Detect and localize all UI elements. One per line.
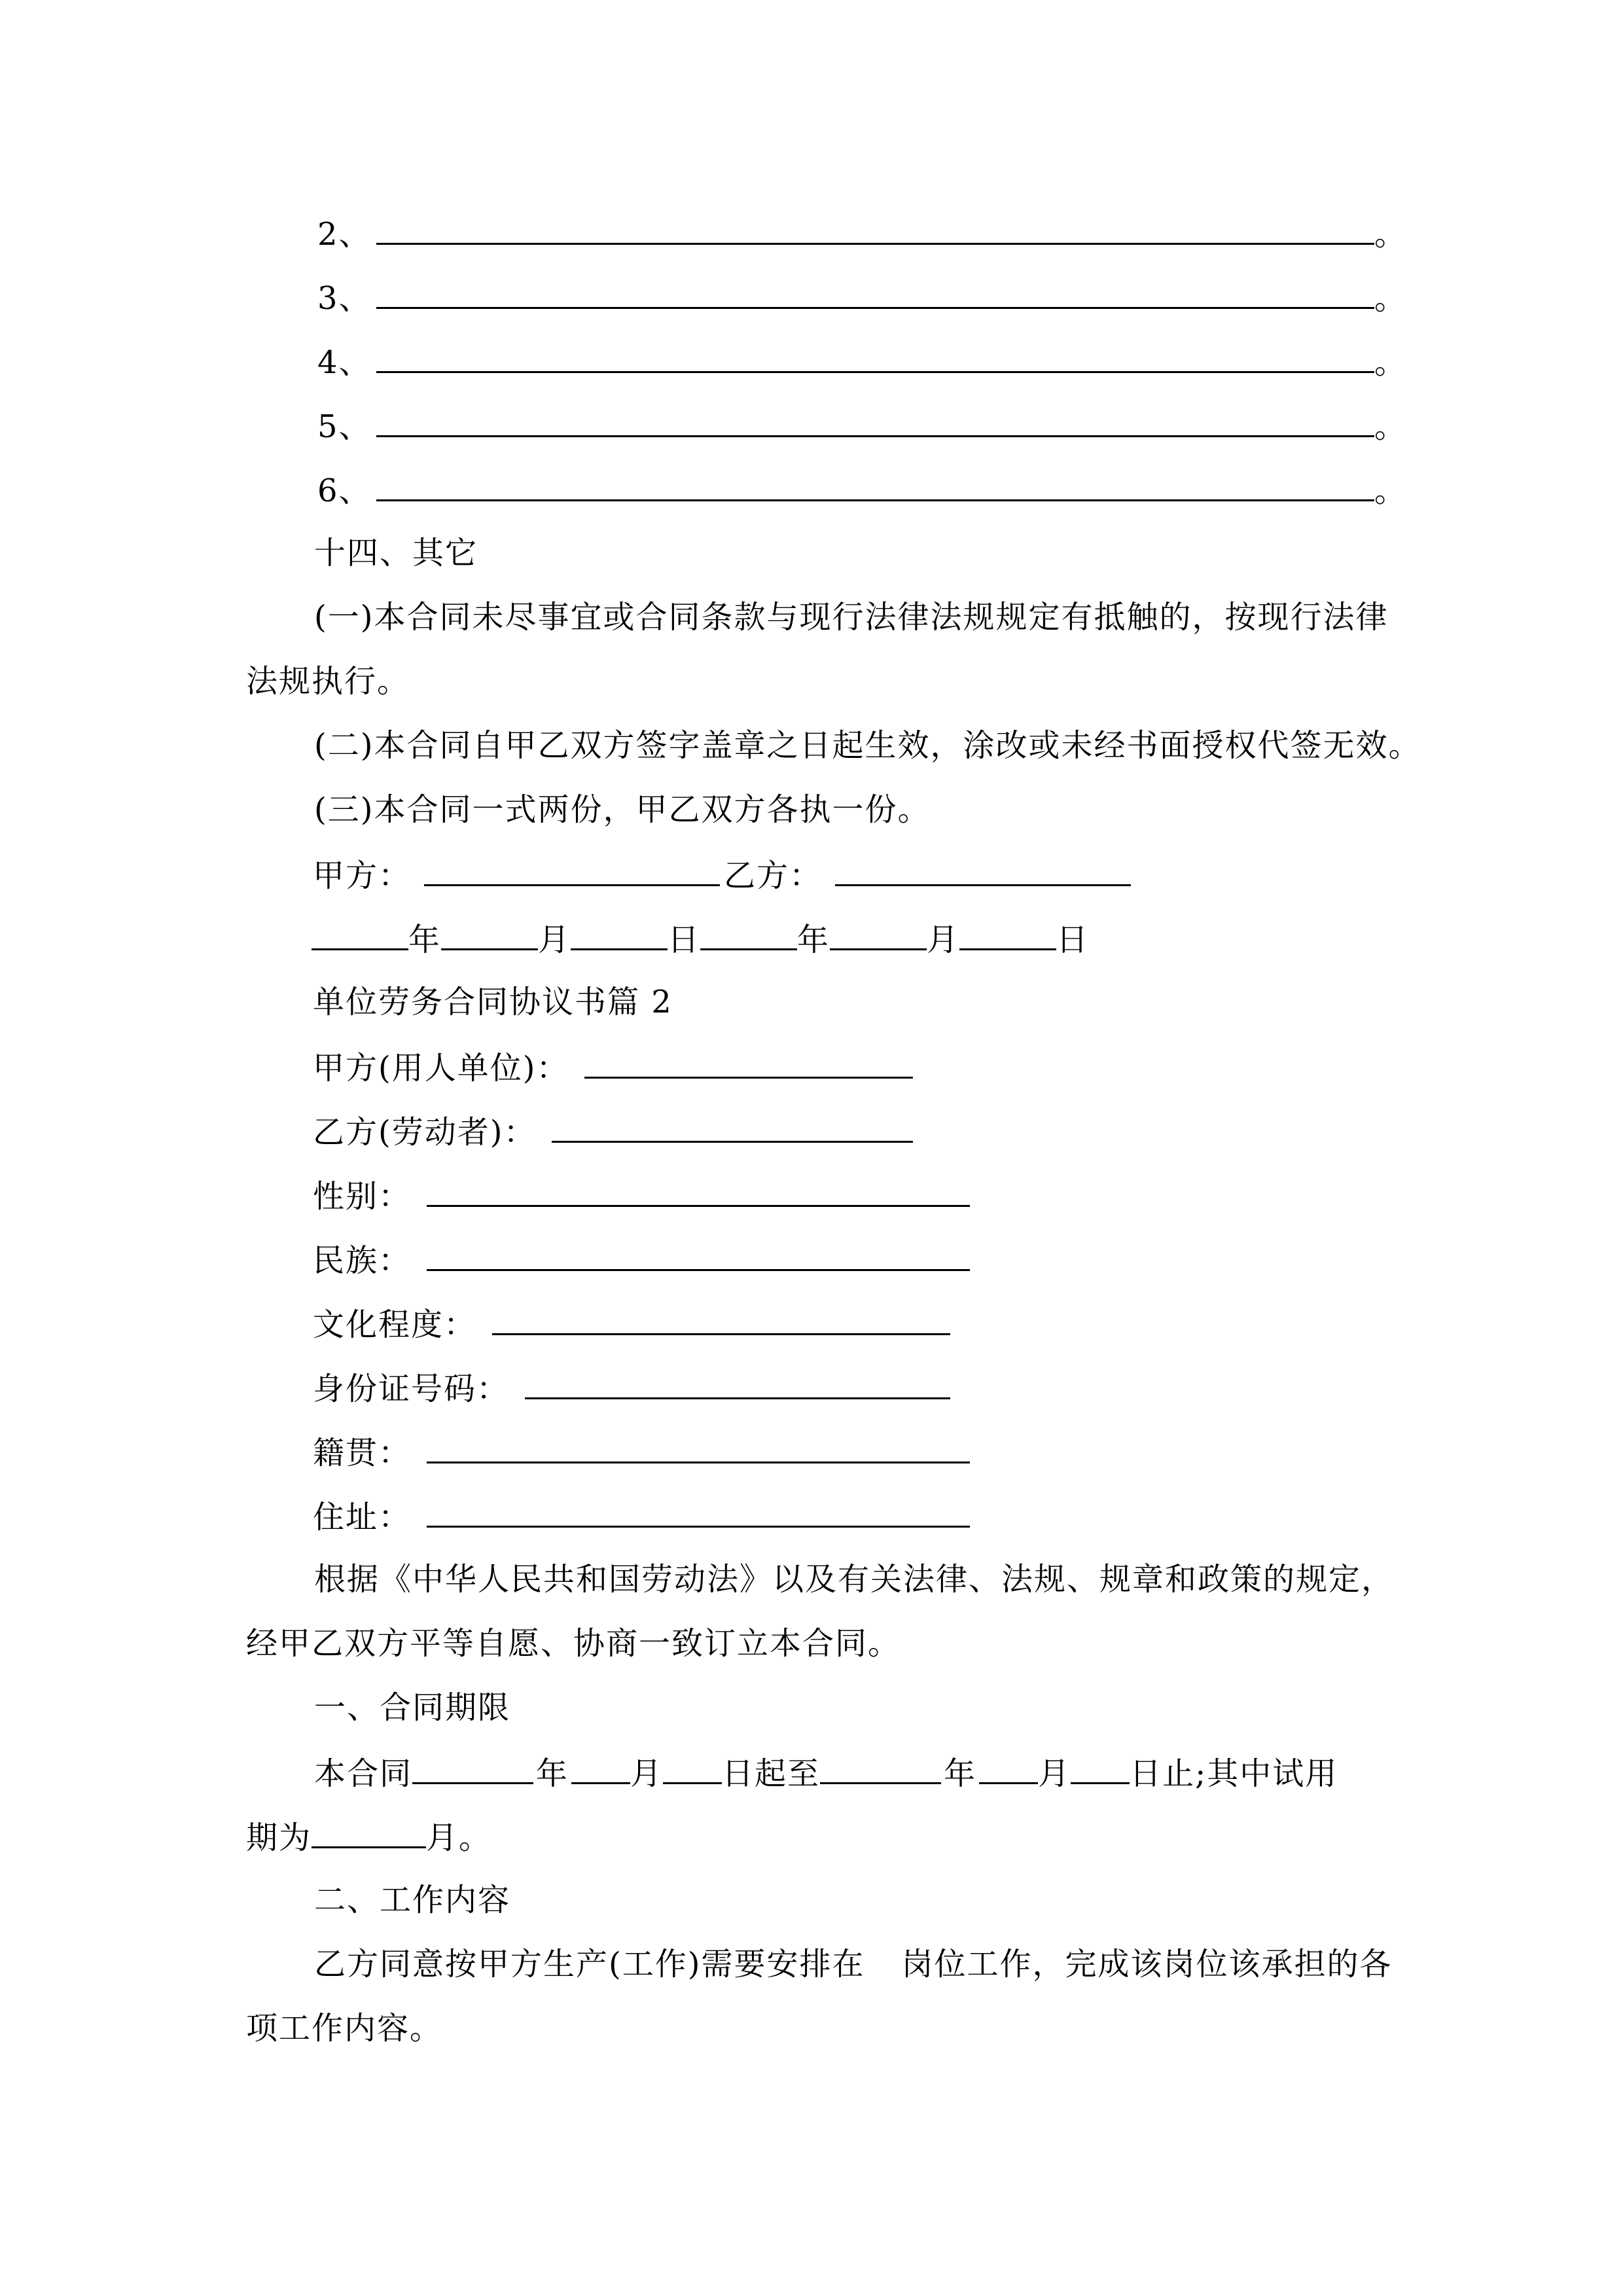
form-field-row — [313, 1496, 970, 1535]
numbered-blank-row — [317, 341, 1407, 380]
date-unit: 日 — [1056, 922, 1090, 958]
start-day-field[interactable] — [663, 1752, 722, 1784]
term-text: 本合同 — [314, 1755, 413, 1792]
start-year-field[interactable] — [412, 1752, 533, 1784]
field-label: 民族： — [313, 1242, 412, 1279]
item-number: 6、 — [317, 473, 372, 509]
form-field-row — [313, 1175, 970, 1214]
preamble-text: 根据《中华人民共和国劳动法》以及有关法律、法规、规章和政策的规定， — [314, 1561, 1395, 1598]
period: 。 — [1374, 344, 1408, 381]
blank-field[interactable] — [376, 341, 1374, 373]
field-label: 住址： — [313, 1499, 412, 1535]
native-place-field[interactable] — [427, 1431, 970, 1463]
field-label: 身份证号码： — [313, 1371, 510, 1407]
blank-field[interactable] — [376, 405, 1374, 437]
item-number: 4、 — [317, 344, 372, 381]
term-row — [246, 1816, 491, 1856]
date-unit: 月 — [927, 922, 960, 958]
field-label: 乙方(劳动者)： — [313, 1114, 537, 1151]
blank-field[interactable] — [376, 277, 1374, 309]
day-field[interactable] — [571, 918, 668, 950]
term-row — [314, 1752, 1338, 1791]
year-field[interactable] — [700, 918, 797, 950]
month-field[interactable] — [830, 918, 927, 950]
signature-row — [313, 854, 1131, 893]
end-year-field[interactable] — [820, 1752, 941, 1784]
work-content-row — [314, 1945, 1392, 1984]
term-text: 日止;其中试用 — [1130, 1755, 1338, 1792]
numbered-blank-row — [317, 277, 1407, 316]
employer-field[interactable] — [584, 1047, 913, 1079]
gender-field[interactable] — [427, 1175, 970, 1207]
probation-months-field[interactable] — [312, 1816, 426, 1848]
clause-text: 法规执行。 — [246, 663, 410, 700]
party-b-label: 乙方： — [724, 857, 823, 894]
party-a-label: 甲方： — [313, 857, 412, 894]
period: 。 — [1374, 473, 1408, 509]
period: 。 — [1374, 408, 1408, 445]
section-heading: 二、工作内容 — [314, 1882, 511, 1918]
item-number: 5、 — [317, 408, 372, 445]
period: 。 — [1374, 216, 1408, 253]
section-heading: 十四、其它 — [314, 535, 478, 571]
signature-date-row — [312, 918, 1089, 958]
party-b-signature-field[interactable] — [835, 854, 1131, 886]
term-text: 期为 — [246, 1820, 312, 1856]
numbered-blank-row — [317, 469, 1407, 509]
numbered-blank-row — [317, 405, 1407, 444]
section-heading: 一、合同期限 — [314, 1689, 511, 1726]
term-text: 月。 — [426, 1820, 492, 1856]
id-number-field[interactable] — [525, 1367, 950, 1399]
start-month-field[interactable] — [571, 1752, 630, 1784]
end-day-field[interactable] — [1071, 1752, 1130, 1784]
work-text: 岗位工作，完成该岗位该承担的各 — [901, 1946, 1393, 1982]
form-field-row — [313, 1239, 970, 1278]
form-field-row — [313, 1367, 950, 1407]
worker-field[interactable] — [552, 1111, 913, 1143]
year-field[interactable] — [312, 918, 408, 950]
day-field[interactable] — [959, 918, 1056, 950]
term-text: 年 — [944, 1755, 977, 1792]
form-field-row — [313, 1303, 950, 1342]
address-field[interactable] — [427, 1496, 970, 1528]
term-text: 月 — [630, 1755, 664, 1792]
date-unit: 年 — [797, 922, 830, 958]
blank-field[interactable] — [376, 213, 1374, 245]
field-label: 文化程度： — [313, 1306, 477, 1343]
date-unit: 日 — [668, 922, 701, 958]
party-a-signature-field[interactable] — [424, 854, 720, 886]
work-content-text: 项工作内容。 — [246, 2010, 443, 2047]
term-text: 年 — [536, 1755, 569, 1792]
clause-text: (三)本合同一式两份，甲乙双方各执一份。 — [314, 791, 931, 828]
term-text: 月 — [1038, 1755, 1071, 1792]
term-text: 日起至 — [722, 1755, 821, 1792]
numbered-blank-row — [317, 213, 1407, 252]
month-field[interactable] — [441, 918, 538, 950]
item-number: 2、 — [317, 216, 372, 253]
date-unit: 年 — [408, 922, 442, 958]
field-label: 籍贯： — [313, 1435, 412, 1471]
ethnicity-field[interactable] — [427, 1239, 970, 1271]
blank-field[interactable] — [376, 469, 1374, 501]
form-field-row — [313, 1047, 913, 1086]
date-unit: 月 — [538, 922, 571, 958]
end-month-field[interactable] — [979, 1752, 1038, 1784]
form-field-row — [313, 1111, 913, 1150]
article-title: 单位劳务合同协议书篇 2 — [313, 984, 673, 1020]
form-field-row — [313, 1431, 970, 1471]
period: 。 — [1374, 280, 1408, 317]
preamble-text: 经甲乙双方平等自愿、协商一致订立本合同。 — [246, 1625, 901, 1662]
work-text: 乙方同意按甲方生产(工作)需要安排在 — [314, 1946, 865, 1982]
field-label: 甲方(用人单位)： — [313, 1050, 569, 1086]
field-label: 性别： — [313, 1178, 412, 1215]
item-number: 3、 — [317, 280, 372, 317]
clause-text: (二)本合同自甲乙双方签字盖章之日起生效，涂改或未经书面授权代签无效。 — [314, 727, 1421, 764]
clause-text: (一)本合同未尽事宜或合同条款与现行法律法规规定有抵触的，按现行法律 — [314, 599, 1389, 636]
education-field[interactable] — [492, 1303, 950, 1335]
